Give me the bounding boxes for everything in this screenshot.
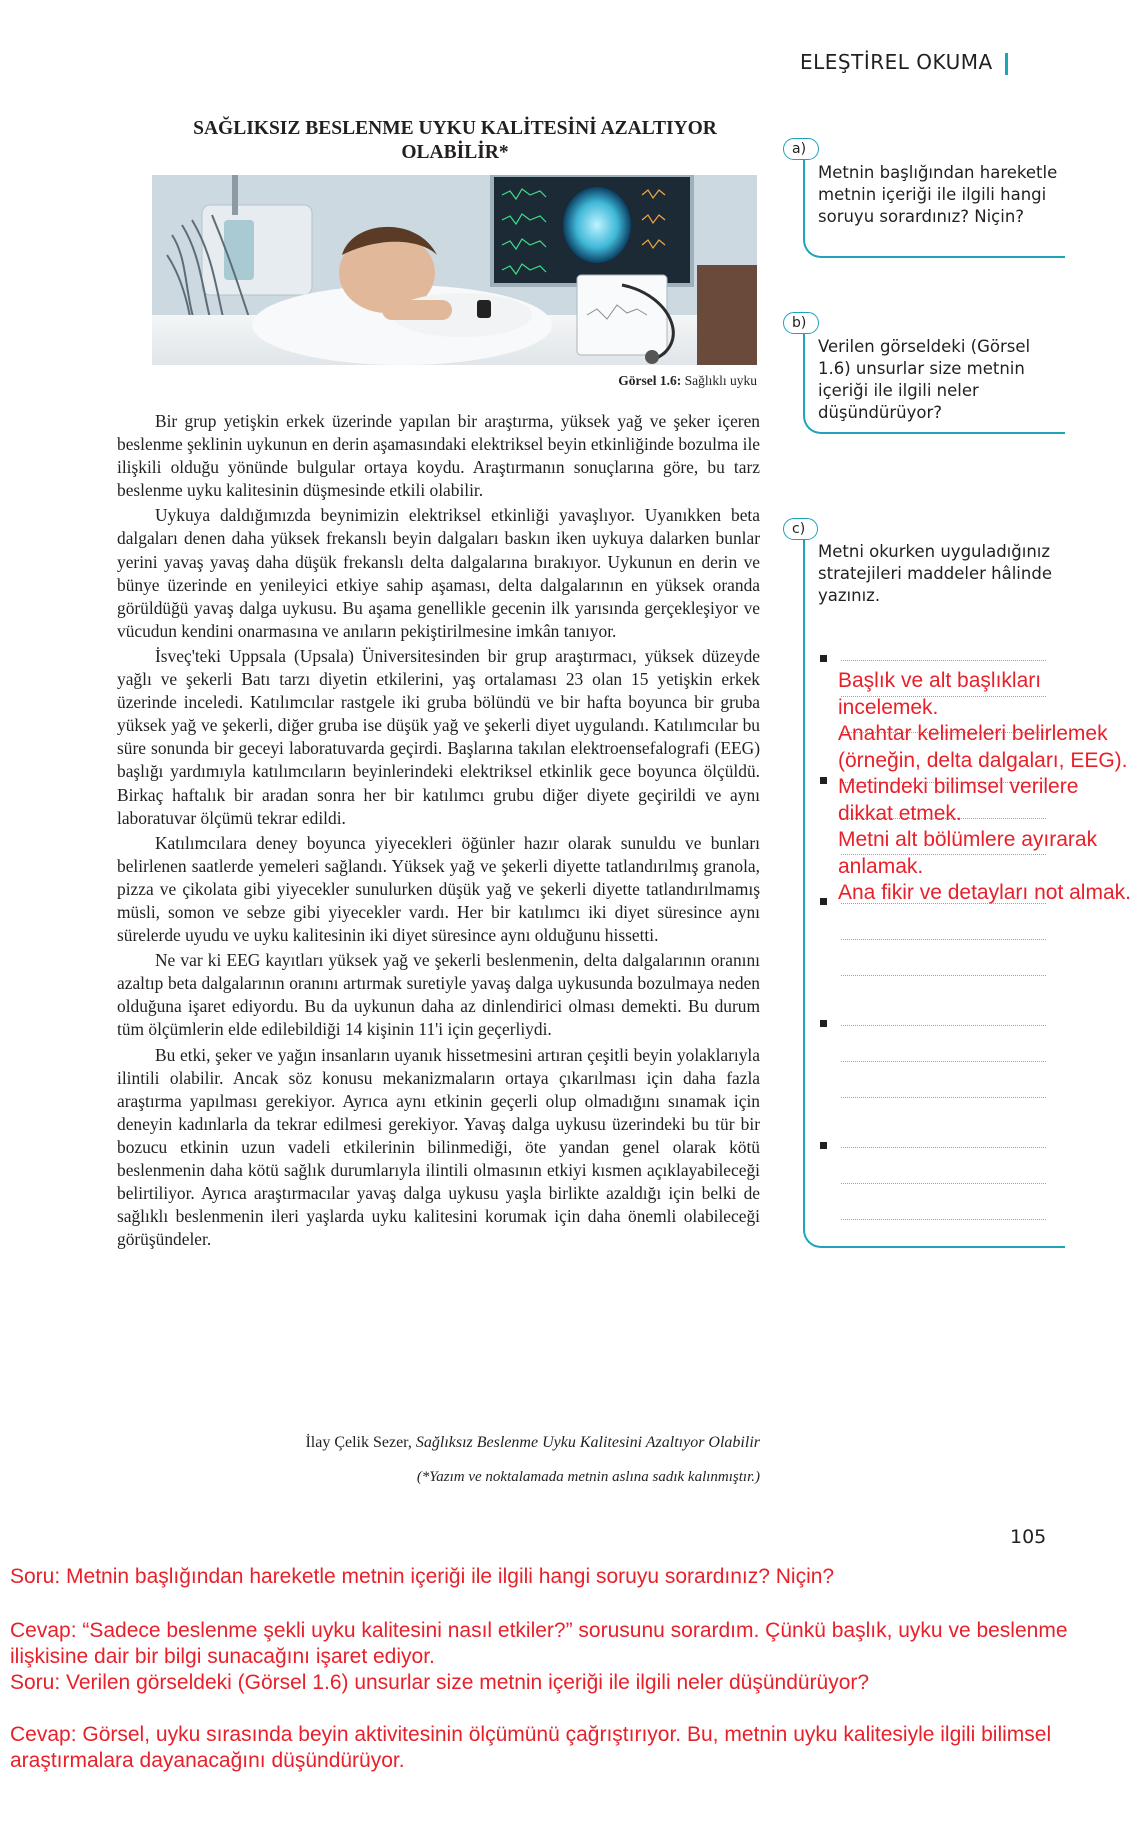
strategy-answer: Anahtar kelimeleri belirlemek (örneğin, delta dalgaları, EEG). <box>838 722 1128 772</box>
strategy-answer: Metni alt bölümlere ayırarak anlamak. <box>838 828 1098 878</box>
article-paragraph: Katılımcılara deney boyunca yiyecekleri öğünler hazır olarak sunuldu ve bunları belirlenen saatlerde yemeleri sağlandı. Yüksek yağ ve şekerli diyette tatlandırılmış granola, pizza ve çikolata gibi yiyecekler sunulurken düşük yağ ve şekerli diyette tatlandırılmamış müsli, somon ve sebze gibi yiyecekler vardı. Her bir katılımcı iki diyet süresince aynı sürelerde uyudu ve uyku kalitesinin iki diyet süresince aynı olduğunu hissetti. <box>117 832 760 946</box>
section-header <box>800 50 1100 75</box>
strategy-answer: Başlık ve alt başlıkları incelemek. <box>838 669 1042 719</box>
answer-line[interactable] <box>841 1097 1046 1098</box>
source-author: İlay Çelik Sezer, <box>305 1434 416 1451</box>
answer-2: Cevap: Görsel, uyku sırasında beyin aktivitesinin ölçümünü çağrıştırıyor. Bu, metnin uyku kalitesiyle ilgili bilimsel araştırmalara dayanacağını düşündürüyor. <box>10 1723 1052 1772</box>
answer-line[interactable] <box>841 939 1046 940</box>
strategy-answer: Ana fikir ve detayları not almak. <box>838 881 1131 904</box>
bullet-3 <box>820 898 827 905</box>
question-tag-b: b) <box>783 312 819 334</box>
article-body <box>117 410 760 1253</box>
answer-line[interactable] <box>841 660 1046 661</box>
source-title: Sağlıksız Beslenme Uyku Kalitesini Azaltıyor Olabilir <box>415 1434 760 1451</box>
bullet-5 <box>820 1142 827 1149</box>
question-1: Soru: Metnin başlığından hareketle metnin içeriği ile ilgili hangi soruyu sorardınız? Niçin? <box>10 1565 835 1588</box>
answer-line[interactable] <box>841 1147 1046 1148</box>
question-tag-a: a) <box>783 138 819 160</box>
question-text-c: Metni okurken uyguladığınız stratejileri maddeler hâlinde yazınız. <box>818 542 1052 605</box>
caption-label: Görsel 1.6: <box>618 373 682 388</box>
spelling-note: (*Yazım ve noktalamada metnin aslına sadık kalınmıştır.) <box>416 1469 760 1485</box>
article-paragraph: Ne var ki EEG kayıtları yüksek yağ ve şekerli beslenmenin, delta dalgalarının oranını azaltıp beta dalgalarının oranını artırmak suretiyle yavaş dalga uykusunda bozulmaya neden olduğuna işaret ediyordu. Bu da uykunun daha az dinlendirici olması demekti. Bu durum tüm ölçümlerin elde edilebildiği 14 kişinin 11'i için geçerliydi. <box>117 950 760 1040</box>
answer-line[interactable] <box>841 1025 1046 1026</box>
strategy-answer: Metindeki bilimsel verilere dikkat etmek. <box>838 775 1079 825</box>
article-paragraph: Uykuya daldığımızda beynimizin elektriksel etkinliği yavaşlıyor. Uyanıkken beta dalgaları denen daha yüksek frekanslı beyin dalgaları baskın iken uykuya dalarken bunlar yerini yavaş yavaş daha düşük frekanslı delta dalgalarına bırakıyor. Uykunun en derin ve bünye üzerinde en yenileyici etkiye sahip aşaması, delta dalgalarının en yüksek oranda görüldüğü yavaş dalga uykusu. Bu aşama genellikle gecenin ilk yarısında gerçekleşiyor ve vücudun kendini onarmasına ve anıların pekiştirilmesine imkân tanıyor. <box>117 505 760 641</box>
section-title: ELEŞTİREL OKUMA <box>800 50 993 74</box>
bullet-1 <box>820 655 827 662</box>
answer-1: Cevap: “Sadece beslenme şekli uyku kalitesini nasıl etkiler?” sorusunu sorardım. Çünkü başlık, uyku ve beslenme ilişkisine dair bir bilgi sunacağını işaret ediyor. <box>10 1619 1068 1668</box>
header-accent-bar <box>1005 53 1008 75</box>
sleep-photo <box>152 175 757 365</box>
strategy-answers <box>838 668 1138 907</box>
article-paragraph: Bu etki, şeker ve yağın insanların uyanık hissetmesini artıran çeşitli beyin yolaklarıyla ilintili olabilir. Ancak söz konusu mekanizmaların ortaya çıkarılması için daha fazla araştırma yapılması gerekiyor. Ayrıca aynı etkinin geçerli olup olmadığını sınamak için deneyin kadınlarla da tekrar edilmesi gerekiyor. Yavaş dalga uykusu üzerindeki bu tür bir bozucu etkinin uzun vadeli etkilerinin bilinmediği, öte yandan genel olarak kötü beslenmenin daha kötü sağlık durumlarıyla ilintili olmasının etkiyi kısmen açıklayabileceği belirtiliyor. Ayrıca araştırmacılar yavaş dalga uykusu yaşla birlikte azaldığı için belki de sağlıklı beslenmenin ileri yaşlarda uyku kalitesini korumak için daha önemli olabileceği görüşündeler. <box>117 1044 760 1250</box>
photo-caption <box>400 373 757 389</box>
article-paragraph: Bir grup yetişkin erkek üzerinde yapılan bir araştırma, yüksek yağ ve şeker içeren beslenme şeklinin uykunun en derin aşamasındaki elektriksel beyin etkinliğinde bozulma ile ilişkili olduğu yönünde bulgular ortaya koydu. Araştırmanın sonuçlarına göre, bu tarz beslenme uyku kalitesinin düşmesinde etkili olabilir. <box>117 411 760 501</box>
question-tag-c: c) <box>783 518 818 540</box>
answer-line[interactable] <box>841 975 1046 976</box>
bullet-2 <box>820 777 827 784</box>
caption-text: Sağlıklı uyku <box>684 373 757 388</box>
question-text-b: Verilen görseldeki (Görsel 1.6) unsurlar size metnin içeriği ile ilgili neler düşündürüyor? <box>818 337 1031 422</box>
answer-line[interactable] <box>841 1061 1046 1062</box>
page-number: 105 <box>1010 1526 1047 1548</box>
answer-line[interactable] <box>841 1183 1046 1184</box>
bullet-4 <box>820 1020 827 1027</box>
question-text-a: Metnin başlığından hareketle metnin içeriği ile ilgili hangi soruyu sorardınız? Niçin? <box>818 163 1058 226</box>
article-source <box>117 1434 760 1452</box>
sleep-illustration <box>152 175 757 365</box>
question-2: Soru: Verilen görseldeki (Görsel 1.6) unsurlar size metnin içeriği ile ilgili neler düşündürüyor? <box>10 1671 870 1694</box>
answer-line[interactable] <box>841 1219 1046 1220</box>
article-title: SAĞLIKSIZ BESLENME UYKU KALİTESİNİ AZALTIYOR OLABİLİR* <box>193 118 717 163</box>
article-paragraph: İsveç'teki Uppsala (Upsala) Üniversitesinden bir grup araştırmacı, yüksek düzeyde yağlı ve şekerli Batı tarzı diyetin etkilerini, yaş ortalaması 23 olan 15 yetişkin erkek üzerinde inceledi. Katılımcılar rastgele iki gruba bölündü ve bir hafta boyunca bir gruba yüksek yağ ve şekerli, diğer gruba ise düşük yağ ve şekerli diyet uygulandı. Katılımcılar bu süre sonunda bir geceyi laboratuvarda geçirdi. Başlarına takılan elektroensefalografi (EEG) başlığı yardımıyla katılımcıların beyinlerindeki elektriksel etkinlik gece boyunca ölçüldü. Birkaç haftalık bir aradan sonra her bir katılımcı grubu diğer diyete geçirildi ve aynı laboratuvar ölçümü tekrar edildi. <box>117 645 760 828</box>
